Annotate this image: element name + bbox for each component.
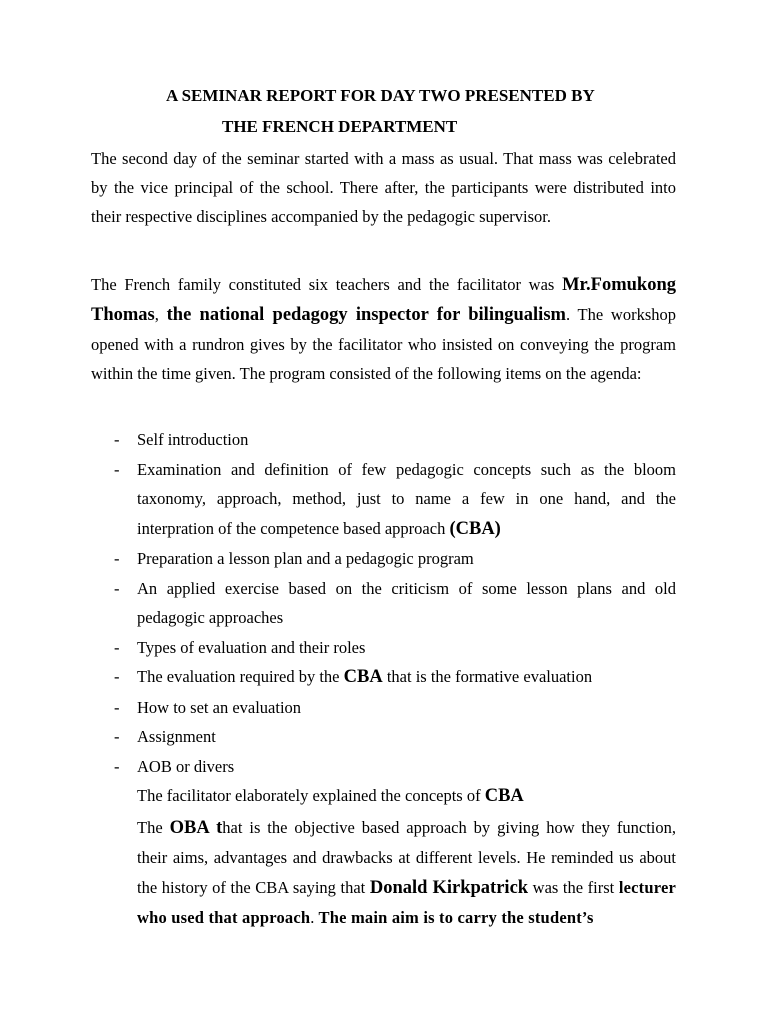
facilitator-role: the national pedagogy inspector for bilingualism: [166, 305, 566, 325]
agenda-item: [91, 662, 676, 693]
followup-bold: OBA t: [169, 817, 223, 838]
paragraph-french-family: [91, 270, 676, 388]
agenda-item-text: Types of evaluation and their roles: [137, 637, 366, 657]
followup-text: .: [310, 908, 319, 927]
followup-paragraph: [137, 813, 676, 933]
facilitator-name: Mr.Fomukong Thomas: [91, 275, 676, 325]
agenda-item-text: Self introduction: [137, 430, 249, 449]
followup-section: [137, 781, 676, 933]
agenda-item-text: The evaluation required by the: [137, 667, 344, 686]
agenda-item: [91, 574, 676, 633]
agenda-item: [91, 544, 676, 574]
followup-text: was the first: [528, 877, 619, 897]
agenda-item-text: Examination and definition of few pedagogic concepts such as the bloom taxonomy, approach, method, just to name a few in one hand, and the interpration of the competence based approach: [137, 459, 676, 538]
followup-bold: The main aim is to carry the student’s: [318, 908, 594, 927]
followup-bold: CBA: [484, 786, 524, 806]
report-title-line-1: A SEMINAR REPORT FOR DAY TWO PRESENTED BY: [166, 86, 595, 105]
list-dash: -: [114, 459, 120, 479]
agenda-item-text: AOB or divers: [137, 756, 235, 776]
list-dash: -: [114, 637, 120, 657]
para2-text-b: ,: [154, 305, 167, 324]
agenda-item: [91, 455, 676, 545]
agenda-item-text: Assignment: [137, 727, 216, 746]
list-dash: -: [114, 756, 120, 776]
para2-text-c: . The workshop opened with a rundron gives by the facilitator who insisted on conveying the program within the time given. The program consisted of the following items on the agenda:: [91, 305, 676, 383]
para2-text-a: The French family constituted six teachers and the facilitator was: [91, 275, 563, 294]
agenda-item-text: that is the formative evaluation: [382, 667, 593, 686]
followup-line: [137, 781, 676, 812]
list-dash: -: [114, 667, 120, 686]
agenda-item: [91, 425, 676, 455]
paragraph-opening: The second day of the seminar started with a mass as usual. That mass was celebrated by the vice principal of the school. There after, the participants were distributed into their respective disciplines accompanied by the pedagogic supervisor.: [91, 149, 676, 226]
agenda-item-text: How to set an evaluation: [137, 697, 302, 717]
agenda-item-bold: CBA: [343, 667, 383, 687]
agenda-item: [91, 752, 676, 782]
agenda-item-text: An applied exercise based on the criticism of some lesson plans and old pedagogic approaches: [137, 578, 676, 627]
list-dash: -: [114, 727, 120, 746]
agenda-item: [91, 633, 676, 663]
list-dash: -: [114, 697, 120, 717]
list-dash: -: [114, 430, 120, 449]
followup-text: The facilitator elaborately explained the concepts of: [137, 786, 485, 805]
followup-bold: lecturer who used that approach: [137, 877, 676, 927]
followup-text: hat is the objective based approach by giving how they function, their aims, advantages and drawbacks at different levels. He reminded us about the history of the CBA saying that: [137, 817, 677, 897]
list-dash: -: [114, 549, 120, 568]
report-title-line-2: THE FRENCH DEPARTMENT: [222, 117, 458, 136]
agenda-list: [91, 425, 676, 781]
list-dash: -: [114, 578, 120, 598]
followup-bold: Donald Kirkpatrick: [369, 877, 529, 898]
agenda-item: [91, 722, 676, 752]
agenda-item-bold: (CBA): [449, 518, 501, 539]
followup-text: The: [137, 817, 170, 837]
agenda-item-text: Preparation a lesson plan and a pedagogic program: [137, 549, 474, 568]
agenda-item: [91, 693, 676, 723]
